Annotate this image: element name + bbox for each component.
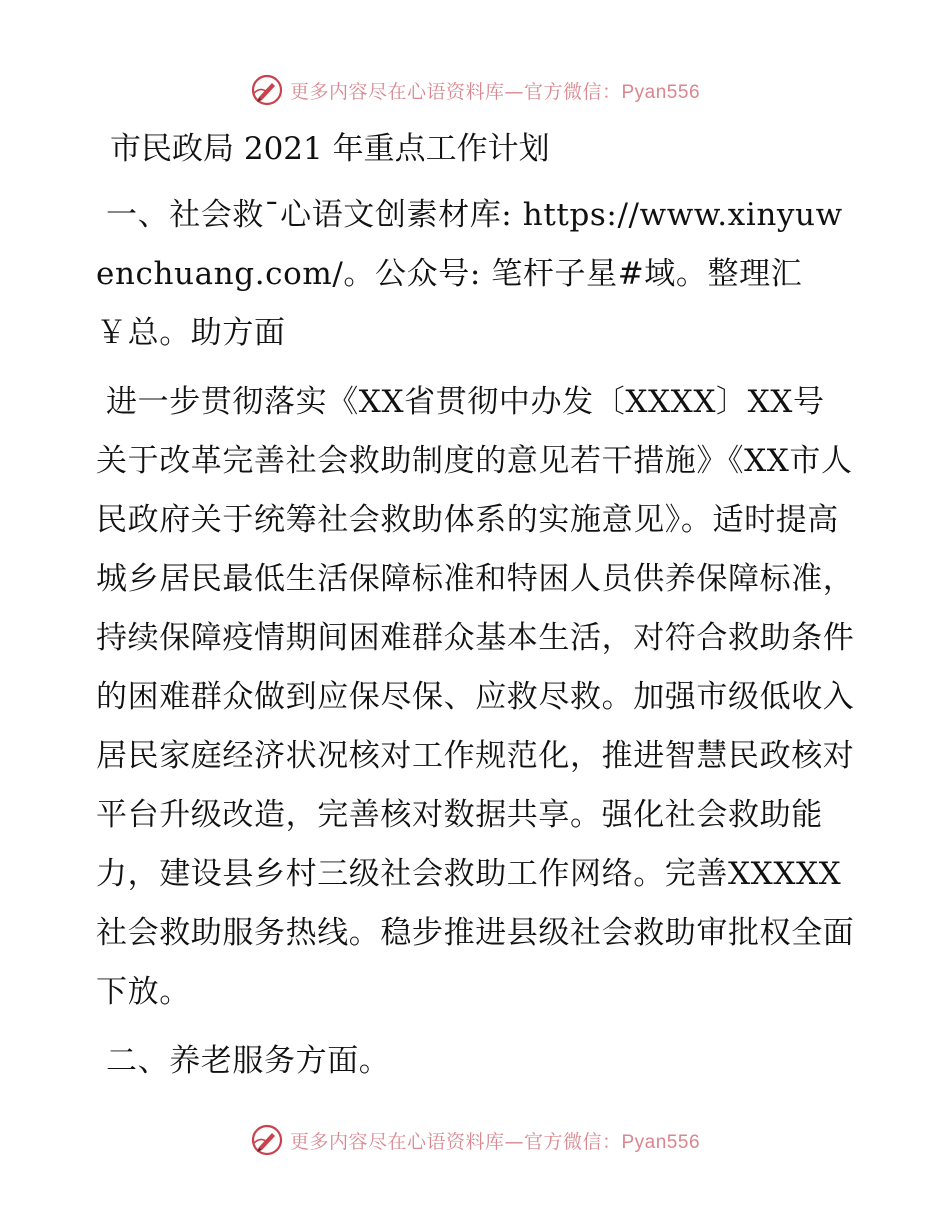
section-heading-social-aid-text: 一、社会救¯心语文创素材库: https://www.xinyuwenchuang.com/。公众号: 笔杆子星#域。整理汇￥总。助方面 xyxy=(96,197,843,351)
section-heading-social-aid xyxy=(96,186,856,363)
paragraph-social-aid xyxy=(96,373,856,1022)
paragraph-social-aid-text: 进一步贯彻落实《XX省贯彻中办发〔XXXX〕XX号关于改革完善社会救助制度的意见若干措施》《XX市人民政府关于统筹社会救助体系的实施意见》。适时提高城乡居民最低生活保障标准和特困人员供养保障标准，持续保障疫情期间困难群众基本生活，对符合救助条件的困难群众做到应保尽保、应救尽救。加强市级低收入居民家庭经济状况核对工作规范化，推进智慧民政核对平台升级改造，完善核对数据共享。强化社会救助能力，建设县乡村三级社会救助工作网络。完善XXXXX社会救助服务热线。稳步推进县级社会救助审批权全面下放。 xyxy=(96,384,855,1010)
watermark-footer xyxy=(0,1118,950,1162)
document-body xyxy=(96,122,856,1091)
watermark-header xyxy=(0,68,950,112)
watermark-wechat-id: Pyan556 xyxy=(621,81,701,103)
section-heading-elderly-care-text: 二、养老服务方面。 xyxy=(106,1043,391,1079)
section-heading-elderly-care xyxy=(96,1032,856,1091)
watermark-text: 更多内容尽在心语资料库—官方微信： xyxy=(289,80,622,103)
pen-logo-icon xyxy=(250,73,284,107)
watermark-wechat-id: Pyan556 xyxy=(621,1131,701,1153)
watermark-text: 更多内容尽在心语资料库—官方微信： xyxy=(289,1130,622,1153)
pen-logo-icon xyxy=(250,1123,284,1157)
document-title: 市民政局 2021 年重点工作计划 xyxy=(110,131,550,167)
